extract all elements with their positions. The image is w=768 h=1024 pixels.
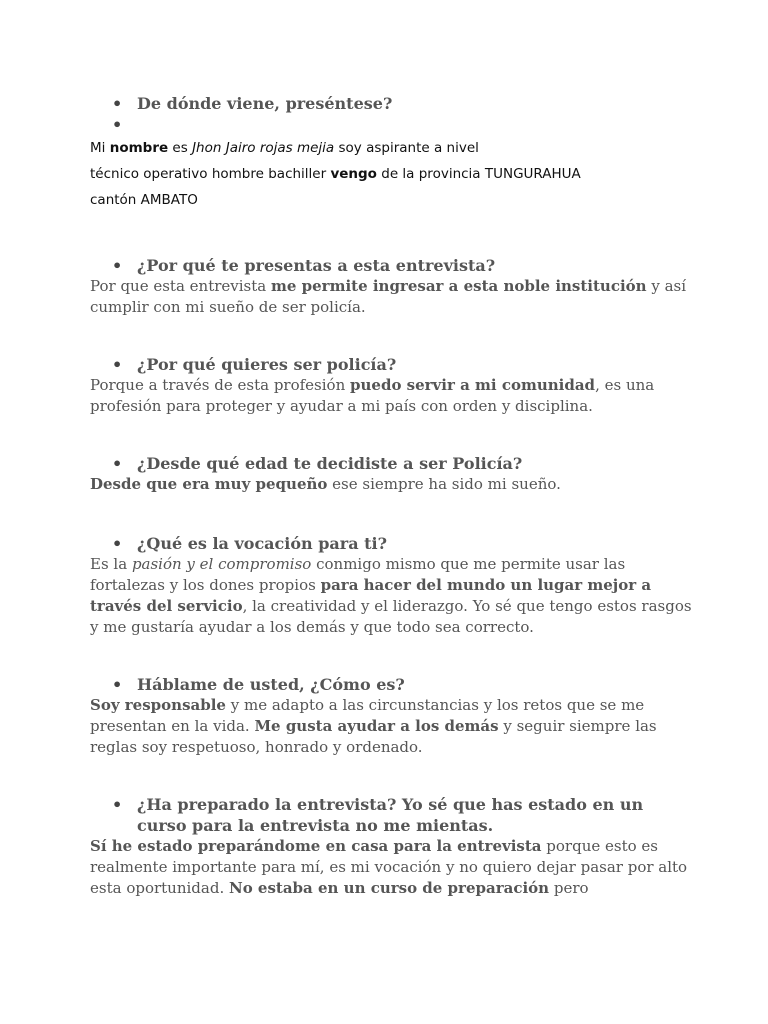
answer-text: Por que esta entrevista (90, 277, 271, 295)
qa-item-vocation (90, 533, 696, 638)
answer-text: soy aspirante a nivel (334, 140, 479, 156)
qa-item-why-interview (90, 255, 696, 318)
answer-emphasis: Soy responsable (90, 696, 226, 714)
question-text: ¿Qué es la vocación para ti? (137, 534, 388, 553)
answer-emphasis: Me gusta ayudar a los demás (254, 717, 499, 735)
answer-text: Mi (90, 140, 110, 156)
bullet-icon: • (112, 675, 123, 694)
bullet-icon: • (112, 256, 123, 275)
answer-italic: Jhon Jairo rojas mejia (192, 140, 335, 156)
answer-paragraph (90, 554, 696, 638)
question-text: De dónde viene, preséntese? (137, 94, 393, 113)
question-text: ¿Por qué te presentas a esta entrevista? (137, 256, 496, 275)
answer-paragraph (90, 836, 696, 899)
answer-text: , es una profesión para proteger y ayudar a mi país con orden y disciplina. (90, 376, 655, 415)
question-heading (90, 453, 696, 474)
answer-text: técnico operativo hombre bachiller (90, 166, 331, 182)
answer-emphasis: puedo servir a mi comunidad (350, 376, 596, 394)
answer-emphasis: vengo (330, 166, 377, 182)
answer-paragraph (90, 695, 696, 758)
answer-text: y me adapto a las circunstancias y los retos que se me presentan en la vida. (90, 696, 645, 735)
answer-text: porque esto es realmente importante para mí, es mi vocación y no quiero dejar pasar por alto esta oportunidad. (90, 837, 688, 897)
question-heading (90, 533, 696, 554)
answer-emphasis: Desde que era muy pequeño (90, 475, 328, 493)
bullet-icon: • (112, 94, 123, 113)
answer-text: de la provincia TUNGURAHUA (376, 166, 581, 182)
question-heading (90, 674, 696, 695)
answer-paragraph (90, 474, 696, 495)
qa-item-about-you (90, 674, 696, 758)
qa-item-preparation (90, 794, 696, 899)
question-text: Háblame de usted, ¿Cómo es? (137, 675, 405, 694)
bullet-icon: • (112, 355, 123, 374)
bullet-icon: • (112, 534, 123, 553)
question-heading (90, 794, 696, 836)
qa-item-origin (90, 93, 696, 213)
question-text: ¿Desde qué edad te decidiste a ser Policía? (137, 454, 523, 473)
question-heading (90, 93, 696, 114)
answer-paragraph (90, 276, 696, 318)
answer-emphasis: nombre (109, 140, 169, 156)
answer-text: y así cumplir con mi sueño de ser policía. (90, 277, 687, 316)
answer-emphasis: me permite ingresar a esta noble institución (271, 277, 647, 295)
bullet-icon: • (112, 454, 123, 473)
bullet-icon: • (112, 115, 123, 134)
answer-text: pero (549, 879, 589, 897)
answer-text: Porque a través de esta profesión (90, 376, 351, 394)
answer-text: conmigo mismo que me permite usar las fortalezas y los dones propios (90, 555, 626, 594)
qa-item-since-when (90, 453, 696, 495)
answer-italic: pasión y el compromiso (131, 555, 312, 573)
answer-text: es (168, 140, 193, 156)
question-heading (90, 255, 696, 276)
question-text: ¿Por qué quieres ser policía? (137, 355, 397, 374)
answer-text: cantón AMBATO (90, 192, 198, 208)
empty-bullet-line (90, 114, 696, 135)
answer-emphasis: para hacer del mundo un lugar mejor a través del servicio (90, 576, 652, 615)
bullet-icon: • (112, 795, 123, 814)
answer-text: y seguir siempre las reglas soy respetuoso, honrado y ordenado. (90, 717, 657, 756)
qa-item-why-police (90, 354, 696, 417)
answer-emphasis: No estaba en un curso de preparación (228, 879, 550, 897)
answer-text: Es la (90, 555, 132, 573)
answer-paragraph (90, 375, 696, 417)
question-heading (90, 354, 696, 375)
answer-text: ese siempre ha sido mi sueño. (327, 475, 561, 493)
answer-emphasis: Sí he estado preparándome en casa para la entrevista (90, 837, 542, 855)
answer-paragraph (90, 135, 696, 213)
answer-text: , la creatividad y el liderazgo. Yo sé que tengo estos rasgos y me gustaría ayudar a los demás y que todo sea correcto. (90, 597, 692, 636)
question-text: ¿Ha preparado la entrevista? Yo sé que has estado en un curso para la entrevista no me mientas. (137, 795, 644, 835)
